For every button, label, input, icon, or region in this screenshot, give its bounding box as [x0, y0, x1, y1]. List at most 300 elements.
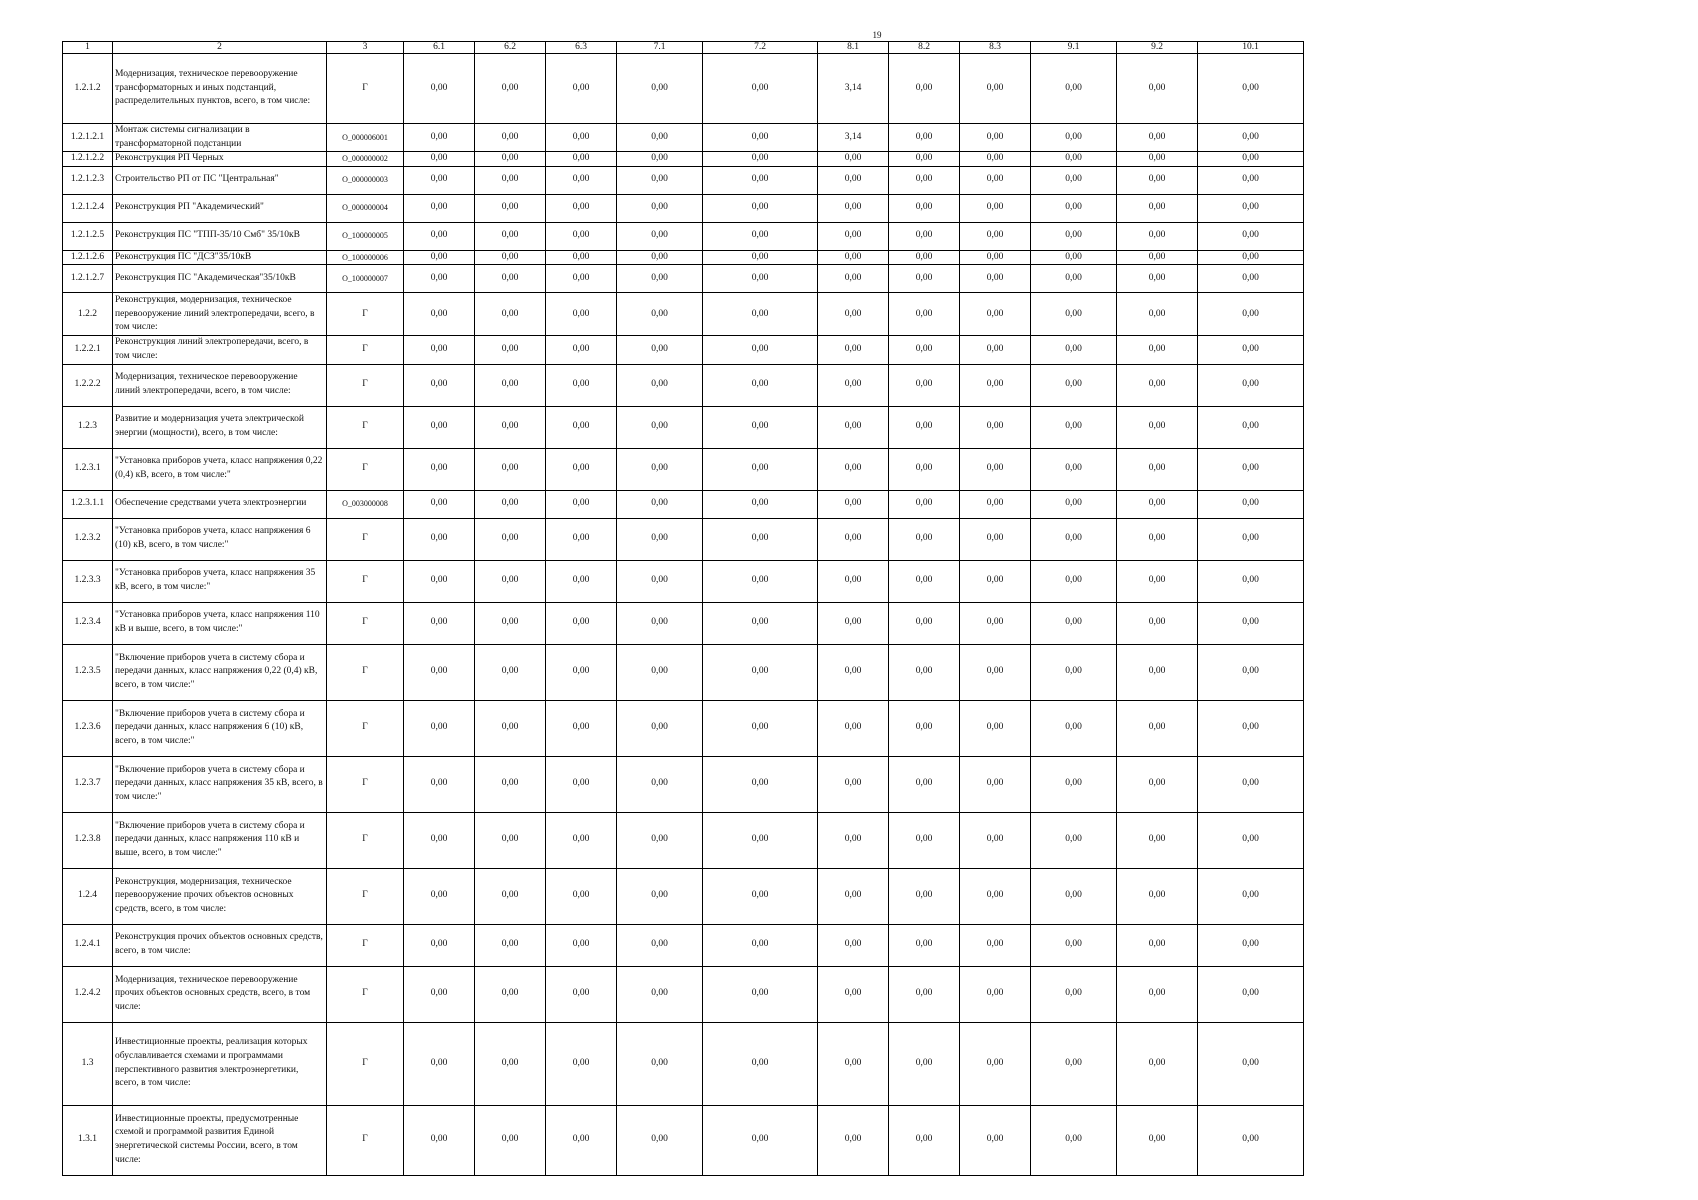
- column-number-cell: 3: [327, 42, 404, 54]
- column-number-cell: 8.3: [960, 42, 1031, 54]
- value-cell: 0,00: [1117, 448, 1198, 490]
- value-cell: 3,14: [818, 124, 889, 152]
- table-row: [63, 602, 1304, 644]
- row-id-cell: 1.2.4: [63, 868, 113, 924]
- value-cell: 0,00: [1031, 490, 1117, 518]
- table-row: [63, 222, 1304, 250]
- column-number-cell: 6.2: [475, 42, 546, 54]
- value-cell: 0,00: [617, 54, 703, 124]
- value-cell: 0,00: [703, 756, 818, 812]
- table-row: [63, 194, 1304, 222]
- value-cell: 0,00: [889, 560, 960, 602]
- value-cell: 0,00: [617, 1105, 703, 1175]
- row-id-cell: 1.2.1.2.4: [63, 194, 113, 222]
- value-cell: 0,00: [546, 336, 617, 364]
- page-number: 19: [872, 30, 882, 40]
- value-cell: 0,00: [1031, 868, 1117, 924]
- row-name-cell: "Включение приборов учета в систему сбора и передачи данных, класс напряжения 35 кВ, всего, в том числе:": [113, 756, 327, 812]
- value-cell: 0,00: [546, 152, 617, 167]
- value-cell: 0,00: [404, 124, 475, 152]
- row-code-cell: Г: [327, 868, 404, 924]
- value-cell: 0,00: [703, 490, 818, 518]
- investment-table: [62, 41, 1304, 1176]
- row-name-cell: "Установка приборов учета, класс напряжения 35 кВ, всего, в том числе:": [113, 560, 327, 602]
- row-name-cell: Инвестиционные проекты, предусмотренные схемой и программой развития Единой энергетической системы России, всего, в том числе:: [113, 1105, 327, 1175]
- row-code-cell: Г: [327, 448, 404, 490]
- value-cell: 0,00: [1031, 222, 1117, 250]
- value-cell: 0,00: [818, 966, 889, 1022]
- value-cell: 0,00: [475, 644, 546, 700]
- table-row: [63, 1022, 1304, 1105]
- value-cell: 0,00: [818, 924, 889, 966]
- value-cell: 0,00: [1198, 364, 1304, 406]
- value-cell: 0,00: [1117, 924, 1198, 966]
- value-cell: 0,00: [546, 924, 617, 966]
- value-cell: 0,00: [1198, 1022, 1304, 1105]
- value-cell: 0,00: [960, 336, 1031, 364]
- table-row: [63, 490, 1304, 518]
- value-cell: 0,00: [617, 966, 703, 1022]
- row-name-cell: Обеспечение средствами учета электроэнергии: [113, 490, 327, 518]
- value-cell: 0,00: [546, 700, 617, 756]
- value-cell: 0,00: [404, 924, 475, 966]
- row-name-cell: Реконструкция РП "Академический": [113, 194, 327, 222]
- value-cell: 0,00: [1198, 560, 1304, 602]
- table-row: [63, 966, 1304, 1022]
- value-cell: 0,00: [1117, 966, 1198, 1022]
- value-cell: 0,00: [475, 152, 546, 167]
- value-cell: 0,00: [1117, 700, 1198, 756]
- row-code-cell: Г: [327, 1105, 404, 1175]
- value-cell: 0,00: [818, 406, 889, 448]
- row-id-cell: 1.2.3.3: [63, 560, 113, 602]
- row-name-cell: Реконструкция ПС "Академическая"35/10кВ: [113, 265, 327, 293]
- value-cell: 0,00: [617, 336, 703, 364]
- value-cell: 0,00: [960, 490, 1031, 518]
- value-cell: 0,00: [960, 560, 1031, 602]
- table-row: [63, 293, 1304, 336]
- value-cell: 0,00: [546, 265, 617, 293]
- value-cell: 0,00: [889, 812, 960, 868]
- value-cell: 0,00: [960, 124, 1031, 152]
- row-name-cell: Модернизация, техническое перевооружение прочих объектов основных средств, всего, в том числе:: [113, 966, 327, 1022]
- row-id-cell: 1.2.3.6: [63, 700, 113, 756]
- value-cell: 0,00: [475, 406, 546, 448]
- column-number-cell: 10.1: [1198, 42, 1304, 54]
- value-cell: 0,00: [546, 966, 617, 1022]
- value-cell: 0,00: [818, 518, 889, 560]
- row-name-cell: Реконструкция прочих объектов основных средств, всего, в том числе:: [113, 924, 327, 966]
- row-code-cell: Г: [327, 293, 404, 336]
- value-cell: 0,00: [889, 518, 960, 560]
- value-cell: 0,00: [1031, 166, 1117, 194]
- row-id-cell: 1.2.1.2.5: [63, 222, 113, 250]
- row-name-cell: Строительство РП от ПС "Центральная": [113, 166, 327, 194]
- value-cell: 0,00: [475, 560, 546, 602]
- value-cell: 0,00: [1031, 644, 1117, 700]
- value-cell: 0,00: [404, 265, 475, 293]
- value-cell: 0,00: [475, 265, 546, 293]
- value-cell: 0,00: [617, 406, 703, 448]
- row-id-cell: 1.2.3.4: [63, 602, 113, 644]
- value-cell: 0,00: [1031, 364, 1117, 406]
- value-cell: 0,00: [889, 644, 960, 700]
- row-code-cell: Г: [327, 336, 404, 364]
- value-cell: 0,00: [1031, 293, 1117, 336]
- value-cell: 0,00: [617, 364, 703, 406]
- value-cell: 0,00: [1117, 1105, 1198, 1175]
- value-cell: 0,00: [960, 364, 1031, 406]
- value-cell: 0,00: [1031, 54, 1117, 124]
- value-cell: 0,00: [818, 166, 889, 194]
- value-cell: 0,00: [1198, 152, 1304, 167]
- row-id-cell: 1.3: [63, 1022, 113, 1105]
- column-number-cell: 8.1: [818, 42, 889, 54]
- value-cell: 0,00: [1198, 54, 1304, 124]
- row-code-cell: Г: [327, 644, 404, 700]
- value-cell: 0,00: [404, 448, 475, 490]
- value-cell: 0,00: [1117, 152, 1198, 167]
- value-cell: 0,00: [889, 194, 960, 222]
- value-cell: 0,00: [889, 868, 960, 924]
- value-cell: 0,00: [1198, 756, 1304, 812]
- value-cell: 0,00: [475, 966, 546, 1022]
- value-cell: 0,00: [889, 924, 960, 966]
- value-cell: 0,00: [818, 868, 889, 924]
- value-cell: 0,00: [546, 406, 617, 448]
- value-cell: 0,00: [1117, 518, 1198, 560]
- table-row: [63, 518, 1304, 560]
- value-cell: 0,00: [1031, 602, 1117, 644]
- value-cell: 0,00: [889, 124, 960, 152]
- value-cell: 0,00: [475, 812, 546, 868]
- value-cell: 0,00: [1031, 336, 1117, 364]
- row-id-cell: 1.2.2.1: [63, 336, 113, 364]
- value-cell: 0,00: [475, 490, 546, 518]
- row-id-cell: 1.2.1.2.2: [63, 152, 113, 167]
- value-cell: 0,00: [960, 448, 1031, 490]
- column-number-cell: 7.2: [703, 42, 818, 54]
- row-name-cell: "Установка приборов учета, класс напряжения 6 (10) кВ, всего, в том числе:": [113, 518, 327, 560]
- value-cell: 0,00: [703, 222, 818, 250]
- value-cell: 0,00: [1117, 265, 1198, 293]
- row-code-cell: Г: [327, 54, 404, 124]
- value-cell: 0,00: [546, 222, 617, 250]
- row-id-cell: 1.2.1.2.7: [63, 265, 113, 293]
- value-cell: 0,00: [1198, 406, 1304, 448]
- value-cell: 0,00: [404, 54, 475, 124]
- value-cell: 0,00: [617, 700, 703, 756]
- value-cell: 0,00: [960, 518, 1031, 560]
- value-cell: 0,00: [404, 868, 475, 924]
- column-number-cell: 1: [63, 42, 113, 54]
- value-cell: 0,00: [1198, 644, 1304, 700]
- value-cell: 0,00: [475, 518, 546, 560]
- row-id-cell: 1.2.1.2.3: [63, 166, 113, 194]
- value-cell: 0,00: [818, 644, 889, 700]
- value-cell: 0,00: [404, 293, 475, 336]
- table-row: [63, 336, 1304, 364]
- value-cell: 0,00: [475, 1105, 546, 1175]
- row-name-cell: "Включение приборов учета в систему сбора и передачи данных, класс напряжения 0,22 (0,4) кВ, всего, в том числе:": [113, 644, 327, 700]
- value-cell: 0,00: [404, 336, 475, 364]
- value-cell: 0,00: [889, 54, 960, 124]
- row-code-cell: O_100000007: [327, 265, 404, 293]
- value-cell: 0,00: [404, 812, 475, 868]
- value-cell: 0,00: [546, 812, 617, 868]
- value-cell: 0,00: [818, 756, 889, 812]
- value-cell: 0,00: [1198, 518, 1304, 560]
- table-row: [63, 868, 1304, 924]
- value-cell: 0,00: [475, 166, 546, 194]
- row-code-cell: Г: [327, 812, 404, 868]
- value-cell: 0,00: [404, 364, 475, 406]
- table-row: [63, 644, 1304, 700]
- row-id-cell: 1.3.1: [63, 1105, 113, 1175]
- value-cell: 0,00: [617, 490, 703, 518]
- table-row: [63, 265, 1304, 293]
- row-name-cell: Реконструкция ПС "ТПП-35/10 Смб" 35/10кВ: [113, 222, 327, 250]
- value-cell: 0,00: [617, 222, 703, 250]
- value-cell: 0,00: [617, 194, 703, 222]
- value-cell: 0,00: [404, 756, 475, 812]
- table-row: [63, 364, 1304, 406]
- value-cell: 0,00: [1117, 194, 1198, 222]
- value-cell: 0,00: [1031, 124, 1117, 152]
- value-cell: 0,00: [475, 194, 546, 222]
- row-id-cell: 1.2.3.8: [63, 812, 113, 868]
- value-cell: 0,00: [960, 602, 1031, 644]
- value-cell: 0,00: [1031, 265, 1117, 293]
- value-cell: 0,00: [889, 1105, 960, 1175]
- value-cell: 0,00: [889, 336, 960, 364]
- row-code-cell: Г: [327, 1022, 404, 1105]
- value-cell: 0,00: [703, 194, 818, 222]
- value-cell: 0,00: [546, 1022, 617, 1105]
- value-cell: 0,00: [1031, 756, 1117, 812]
- row-code-cell: O_000000002: [327, 152, 404, 167]
- value-cell: 0,00: [1198, 293, 1304, 336]
- value-cell: 0,00: [617, 518, 703, 560]
- value-cell: 0,00: [818, 194, 889, 222]
- value-cell: 0,00: [1031, 966, 1117, 1022]
- row-code-cell: Г: [327, 602, 404, 644]
- table-row: [63, 124, 1304, 152]
- value-cell: 0,00: [1117, 406, 1198, 448]
- table-row: [63, 1105, 1304, 1175]
- value-cell: 0,00: [475, 336, 546, 364]
- value-cell: 0,00: [404, 518, 475, 560]
- value-cell: 0,00: [889, 602, 960, 644]
- value-cell: 0,00: [703, 560, 818, 602]
- value-cell: 0,00: [617, 293, 703, 336]
- row-name-cell: Развитие и модернизация учета электрической энергии (мощности), всего, в том числе:: [113, 406, 327, 448]
- value-cell: 0,00: [1031, 518, 1117, 560]
- row-id-cell: 1.2.3.1: [63, 448, 113, 490]
- value-cell: 0,00: [1198, 250, 1304, 265]
- value-cell: 0,00: [703, 124, 818, 152]
- row-id-cell: 1.2.3.1.1: [63, 490, 113, 518]
- value-cell: 0,00: [1198, 700, 1304, 756]
- row-code-cell: Г: [327, 700, 404, 756]
- value-cell: 0,00: [1117, 602, 1198, 644]
- row-name-cell: Модернизация, техническое перевооружение трансформаторных и иных подстанций, распределительных пунктов, всего, в том числе:: [113, 54, 327, 124]
- value-cell: 0,00: [703, 54, 818, 124]
- value-cell: 0,00: [889, 152, 960, 167]
- value-cell: 0,00: [617, 644, 703, 700]
- table-row: [63, 560, 1304, 602]
- value-cell: 0,00: [404, 222, 475, 250]
- table-row: [63, 924, 1304, 966]
- table-row: [63, 700, 1304, 756]
- value-cell: 0,00: [889, 250, 960, 265]
- value-cell: 0,00: [889, 222, 960, 250]
- value-cell: 0,00: [475, 54, 546, 124]
- column-number-cell: 9.1: [1031, 42, 1117, 54]
- row-name-cell: Модернизация, техническое перевооружение линий электропередачи, всего, в том числе:: [113, 364, 327, 406]
- value-cell: 0,00: [475, 448, 546, 490]
- value-cell: 0,00: [546, 166, 617, 194]
- value-cell: 0,00: [1031, 924, 1117, 966]
- value-cell: 0,00: [703, 924, 818, 966]
- value-cell: 0,00: [818, 265, 889, 293]
- column-number-cell: 6.3: [546, 42, 617, 54]
- value-cell: 0,00: [960, 166, 1031, 194]
- value-cell: 0,00: [703, 250, 818, 265]
- value-cell: 0,00: [1198, 490, 1304, 518]
- row-id-cell: 1.2.3: [63, 406, 113, 448]
- value-cell: 0,00: [1117, 868, 1198, 924]
- value-cell: 0,00: [703, 1105, 818, 1175]
- value-cell: 0,00: [475, 364, 546, 406]
- value-cell: 0,00: [960, 293, 1031, 336]
- value-cell: 0,00: [1031, 700, 1117, 756]
- value-cell: 0,00: [1198, 868, 1304, 924]
- row-id-cell: 1.2.4.1: [63, 924, 113, 966]
- value-cell: 0,00: [475, 756, 546, 812]
- value-cell: 0,00: [546, 644, 617, 700]
- value-cell: 0,00: [617, 152, 703, 167]
- value-cell: 0,00: [546, 756, 617, 812]
- value-cell: 0,00: [703, 966, 818, 1022]
- value-cell: 0,00: [1031, 812, 1117, 868]
- value-cell: 0,00: [617, 756, 703, 812]
- value-cell: 0,00: [960, 756, 1031, 812]
- value-cell: 0,00: [1117, 756, 1198, 812]
- value-cell: 0,00: [1117, 336, 1198, 364]
- row-code-cell: Г: [327, 560, 404, 602]
- value-cell: 0,00: [1031, 250, 1117, 265]
- value-cell: 0,00: [960, 222, 1031, 250]
- value-cell: 0,00: [617, 602, 703, 644]
- value-cell: 0,00: [889, 756, 960, 812]
- table-row: [63, 152, 1304, 167]
- value-cell: 0,00: [1198, 966, 1304, 1022]
- value-cell: 0,00: [960, 54, 1031, 124]
- value-cell: 0,00: [889, 265, 960, 293]
- value-cell: 0,00: [404, 166, 475, 194]
- table-row: [63, 756, 1304, 812]
- value-cell: 0,00: [1198, 222, 1304, 250]
- value-cell: 0,00: [960, 152, 1031, 167]
- value-cell: 0,00: [617, 124, 703, 152]
- value-cell: 3,14: [818, 54, 889, 124]
- value-cell: 0,00: [889, 700, 960, 756]
- value-cell: 0,00: [404, 602, 475, 644]
- row-id-cell: 1.2.1.2.6: [63, 250, 113, 265]
- value-cell: 0,00: [617, 250, 703, 265]
- value-cell: 0,00: [703, 166, 818, 194]
- value-cell: 0,00: [960, 406, 1031, 448]
- row-name-cell: Реконструкция РП Черных: [113, 152, 327, 167]
- row-name-cell: Реконструкция, модернизация, техническое перевооружение линий электропередачи, всего, в том числе:: [113, 293, 327, 336]
- value-cell: 0,00: [617, 166, 703, 194]
- column-number-row: [63, 42, 1304, 54]
- value-cell: 0,00: [1198, 265, 1304, 293]
- value-cell: 0,00: [617, 265, 703, 293]
- value-cell: 0,00: [475, 868, 546, 924]
- value-cell: 0,00: [404, 1022, 475, 1105]
- value-cell: 0,00: [1117, 54, 1198, 124]
- value-cell: 0,00: [703, 406, 818, 448]
- value-cell: 0,00: [960, 966, 1031, 1022]
- value-cell: 0,00: [889, 490, 960, 518]
- value-cell: 0,00: [546, 194, 617, 222]
- value-cell: 0,00: [818, 812, 889, 868]
- value-cell: 0,00: [818, 364, 889, 406]
- value-cell: 0,00: [546, 54, 617, 124]
- table-row: [63, 166, 1304, 194]
- value-cell: 0,00: [960, 868, 1031, 924]
- table-row: [63, 54, 1304, 124]
- row-code-cell: O_000000003: [327, 166, 404, 194]
- value-cell: 0,00: [546, 602, 617, 644]
- value-cell: 0,00: [703, 812, 818, 868]
- value-cell: 0,00: [703, 644, 818, 700]
- row-code-cell: O_003000008: [327, 490, 404, 518]
- value-cell: 0,00: [475, 602, 546, 644]
- value-cell: 0,00: [617, 868, 703, 924]
- row-id-cell: 1.2.3.7: [63, 756, 113, 812]
- value-cell: 0,00: [1117, 1022, 1198, 1105]
- value-cell: 0,00: [1117, 250, 1198, 265]
- value-cell: 0,00: [546, 293, 617, 336]
- value-cell: 0,00: [617, 812, 703, 868]
- value-cell: 0,00: [818, 490, 889, 518]
- value-cell: 0,00: [889, 166, 960, 194]
- value-cell: 0,00: [1198, 124, 1304, 152]
- row-code-cell: O_100000006: [327, 250, 404, 265]
- value-cell: 0,00: [404, 560, 475, 602]
- value-cell: 0,00: [404, 490, 475, 518]
- row-code-cell: O_000000004: [327, 194, 404, 222]
- value-cell: 0,00: [818, 336, 889, 364]
- value-cell: 0,00: [1031, 406, 1117, 448]
- value-cell: 0,00: [546, 250, 617, 265]
- value-cell: 0,00: [404, 152, 475, 167]
- row-name-cell: Реконструкция ПС "ДСЗ"35/10кВ: [113, 250, 327, 265]
- value-cell: 0,00: [1117, 124, 1198, 152]
- value-cell: 0,00: [617, 448, 703, 490]
- value-cell: 0,00: [889, 1022, 960, 1105]
- row-code-cell: Г: [327, 966, 404, 1022]
- value-cell: 0,00: [1031, 1105, 1117, 1175]
- table-row: [63, 406, 1304, 448]
- row-id-cell: 1.2.2.2: [63, 364, 113, 406]
- value-cell: 0,00: [818, 222, 889, 250]
- value-cell: 0,00: [818, 602, 889, 644]
- value-cell: 0,00: [546, 560, 617, 602]
